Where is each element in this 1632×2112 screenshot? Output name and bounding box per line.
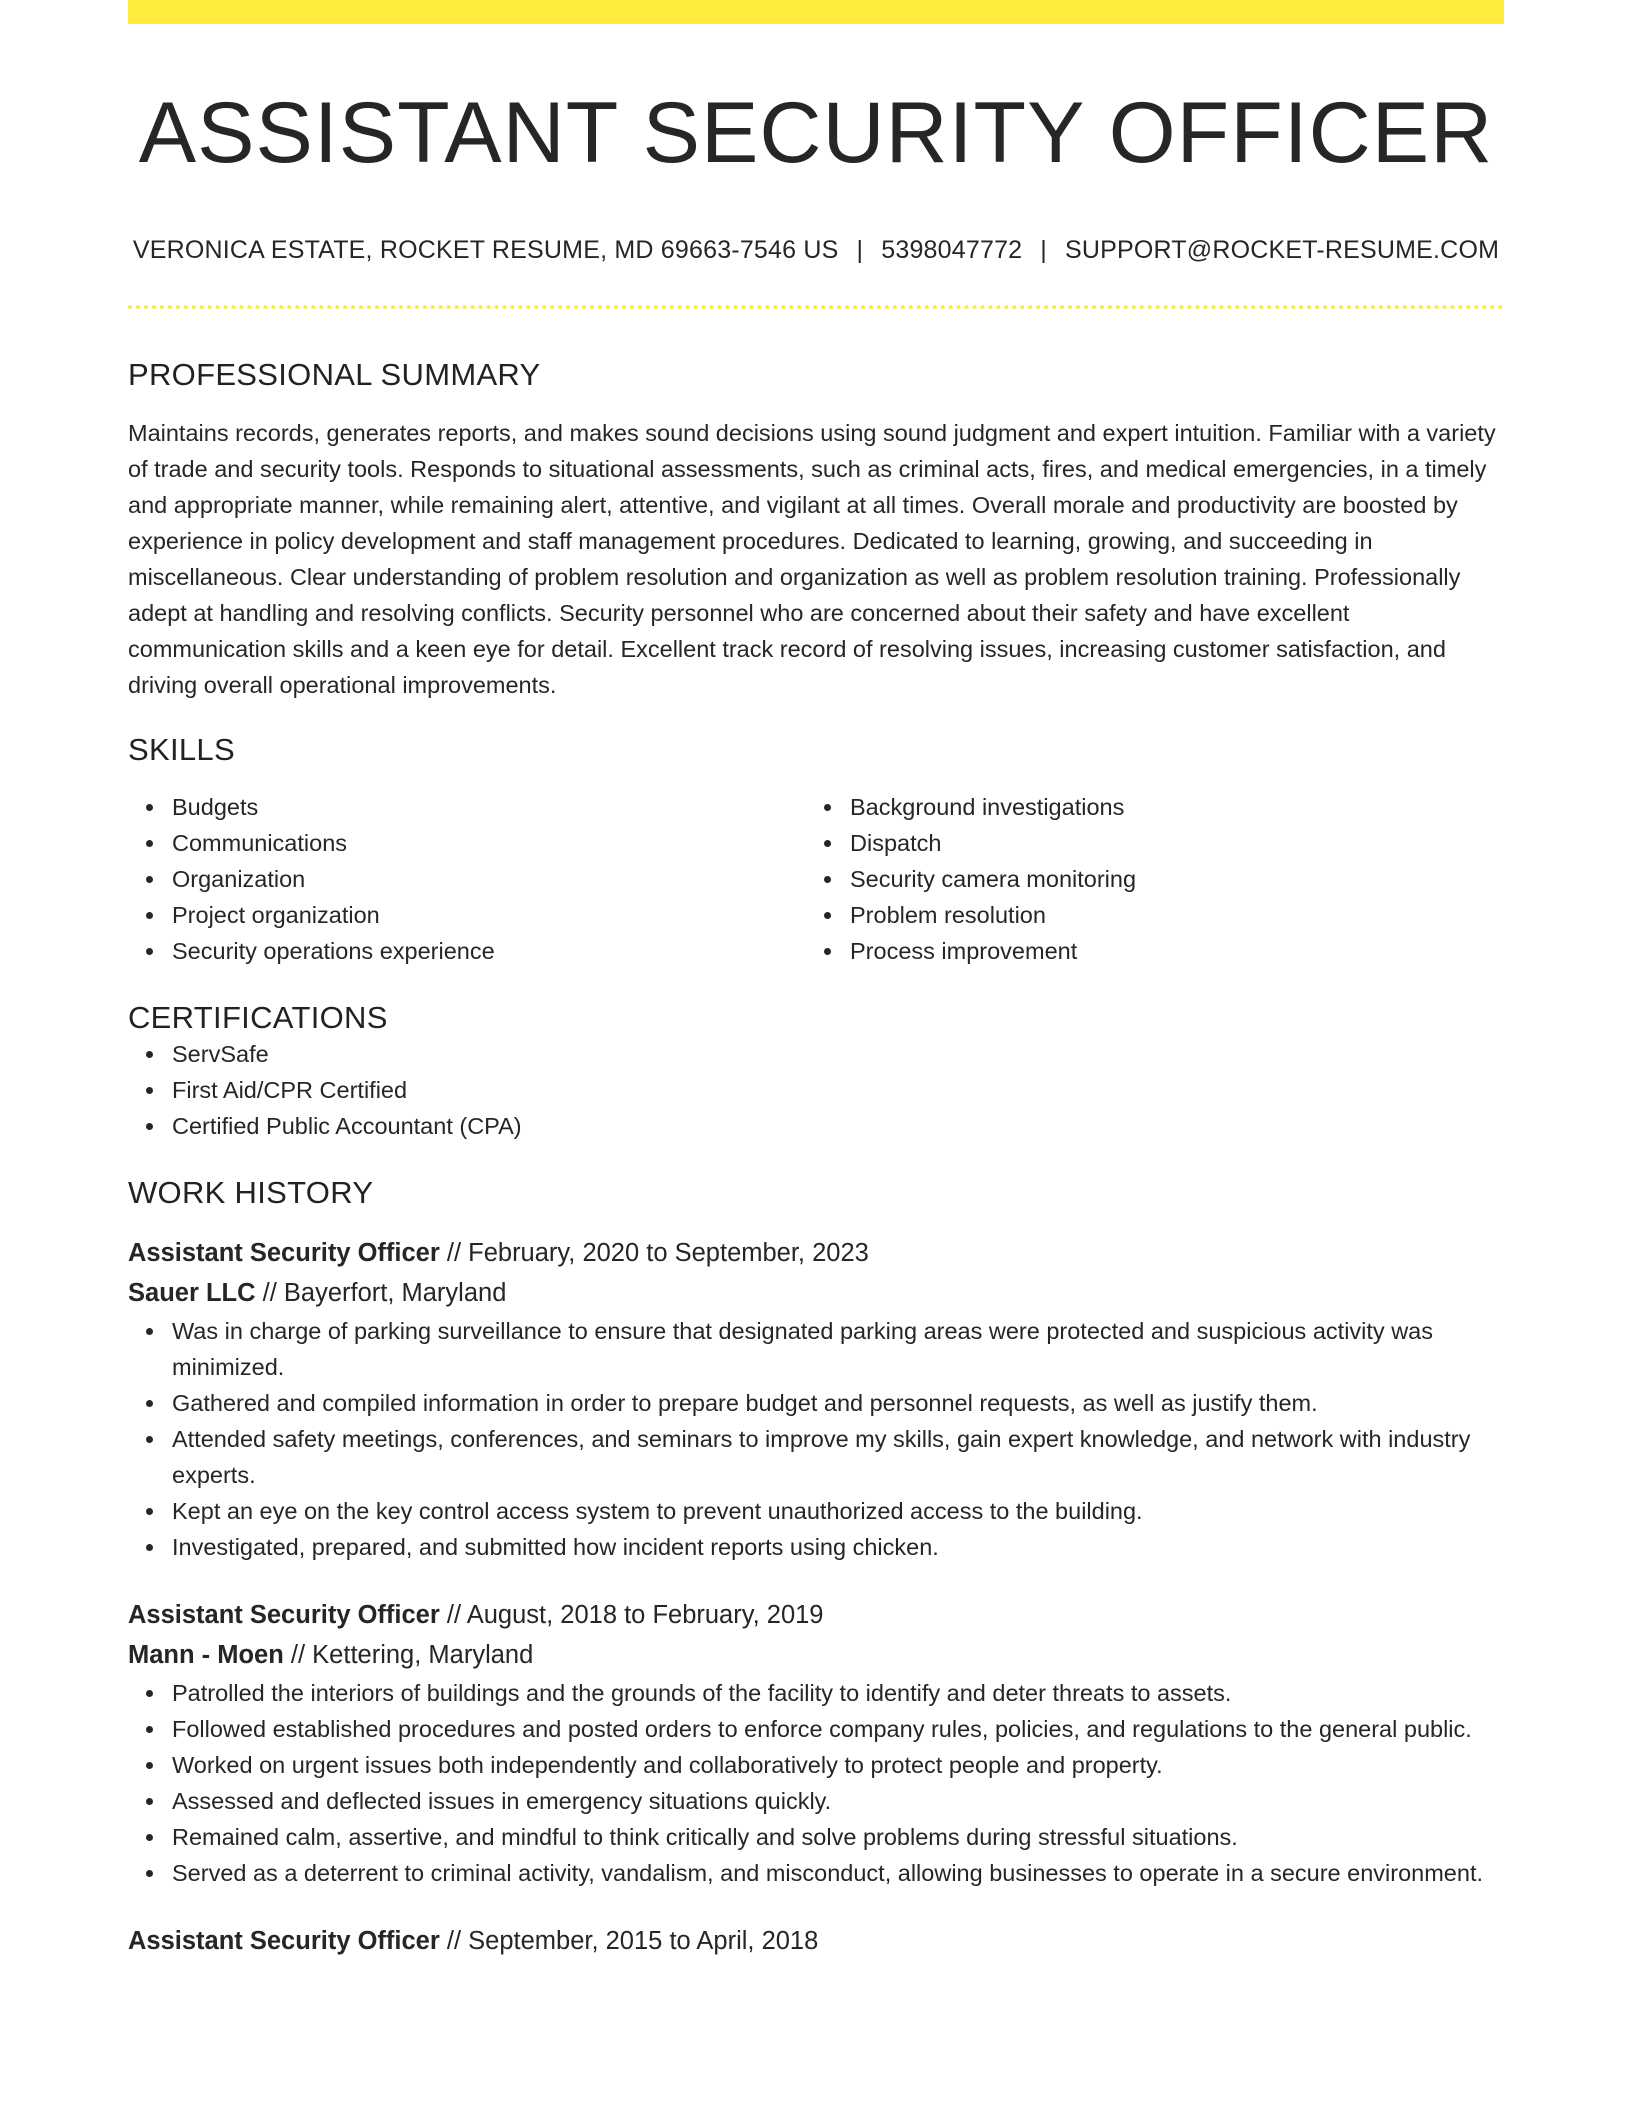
job-dates: // February, 2020 to September, 2023 [446, 1238, 869, 1267]
certification-item: Certified Public Accountant (CPA) [128, 1108, 1504, 1144]
skills-column-right [806, 789, 1484, 969]
job-bullet: Attended safety meetings, conferences, and seminars to improve my skills, gain expert knowledge, and network with industry experts. [128, 1421, 1504, 1493]
job-bullet: Gathered and compiled information in order to prepare budget and personnel requests, as well as justify them. [128, 1385, 1504, 1421]
work-history-heading: WORK HISTORY [128, 1174, 374, 1210]
skills-heading: SKILLS [128, 732, 235, 768]
job-company-line [128, 1273, 1504, 1313]
job-company-line [128, 1635, 1504, 1675]
job-entry [128, 1595, 1504, 1891]
dotted-divider [128, 305, 1504, 309]
job-location: // Bayerfort, Maryland [262, 1278, 507, 1307]
job-title: Assistant Security Officer [128, 1926, 440, 1955]
job-title: Assistant Security Officer [128, 1600, 440, 1629]
job-title-line [128, 1233, 1504, 1273]
skill-item: Problem resolution [806, 897, 1484, 933]
skill-item: Dispatch [806, 825, 1484, 861]
job-bullet: Patrolled the interiors of buildings and the grounds of the facility to identify and deter threats to assets. [128, 1675, 1504, 1711]
certifications-list [128, 1036, 1504, 1144]
job-bullet: Assessed and deflected issues in emergency situations quickly. [128, 1783, 1504, 1819]
contact-address: VERONICA ESTATE, ROCKET RESUME, MD 69663-7546 US [132, 236, 839, 265]
resume-page [128, 0, 1504, 1961]
summary-text: Maintains records, generates reports, and makes sound decisions using sound judgment and expert intuition. Familiar with a variety of trade and security tools. Responds to situational assessments, such as criminal acts, fires, and medical emergencies, in a timely and appropriate manner, while remaining alert, attentive, and vigilant at all times. Overall morale and productivity are boosted by experience in policy development and staff management procedures. Dedicated to learning, growing, and succeeding in miscellaneous. Clear understanding of problem resolution and organization as well as problem resolution training. Professionally adept at handling and resolving conflicts. Security personnel who are concerned about their safety and have excellent communication skills and a keen eye for detail. Excellent track record of resolving issues, increasing customer satisfaction, and driving overall operational improvements. [128, 420, 1496, 699]
skill-item: Communications [128, 825, 806, 861]
skill-item: Security camera monitoring [806, 861, 1484, 897]
skill-item: Security operations experience [128, 933, 806, 969]
skill-item: Background investigations [806, 789, 1484, 825]
contact-email: SUPPORT@ROCKET-RESUME.COM [1064, 236, 1500, 265]
job-entry [128, 1233, 1504, 1565]
contact-separator: | [1040, 236, 1047, 265]
skills-list-left [128, 789, 806, 969]
job-title-line [128, 1595, 1504, 1635]
contact-line [128, 235, 1504, 265]
job-entry [128, 1921, 1504, 1961]
contact-phone: 5398047772 [881, 236, 1023, 265]
resume-name: ASSISTANT SECURITY OFFICER [138, 85, 1494, 181]
job-bullet-list [128, 1313, 1504, 1565]
skills-column-left [128, 789, 806, 969]
contact-separator: | [856, 236, 864, 265]
job-dates: // September, 2015 to April, 2018 [446, 1926, 819, 1955]
certification-item: First Aid/CPR Certified [128, 1072, 1504, 1108]
skill-item: Organization [128, 861, 806, 897]
job-dates: // August, 2018 to February, 2019 [446, 1600, 824, 1629]
job-bullet: Kept an eye on the key control access system to prevent unauthorized access to the building. [128, 1493, 1504, 1529]
skill-item: Project organization [128, 897, 806, 933]
certification-item: ServSafe [128, 1036, 1504, 1072]
job-bullet: Was in charge of parking surveillance to ensure that designated parking areas were protected and suspicious activity was minimized. [128, 1313, 1504, 1385]
job-bullet: Remained calm, assertive, and mindful to think critically and solve problems during stressful situations. [128, 1819, 1504, 1855]
accent-top-bar [128, 0, 1504, 24]
job-title: Assistant Security Officer [128, 1238, 440, 1267]
job-bullet: Served as a deterrent to criminal activity, vandalism, and misconduct, allowing businesses to operate in a secure environment. [128, 1855, 1504, 1891]
summary-heading: PROFESSIONAL SUMMARY [128, 357, 541, 393]
skills-grid [128, 789, 1504, 969]
job-bullet: Investigated, prepared, and submitted how incident reports using chicken. [128, 1529, 1504, 1565]
certifications-heading: CERTIFICATIONS [128, 999, 388, 1035]
job-bullet-list [128, 1675, 1504, 1891]
job-title-line [128, 1921, 1504, 1961]
skills-list-right [806, 789, 1484, 969]
skill-item: Budgets [128, 789, 806, 825]
job-company: Sauer LLC [128, 1278, 256, 1307]
skill-item: Process improvement [806, 933, 1484, 969]
job-bullet: Followed established procedures and posted orders to enforce company rules, policies, and regulations to the general public. [128, 1711, 1504, 1747]
job-company: Mann - Moen [128, 1640, 284, 1669]
job-location: // Kettering, Maryland [290, 1640, 534, 1669]
job-bullet: Worked on urgent issues both independently and collaboratively to protect people and property. [128, 1747, 1504, 1783]
